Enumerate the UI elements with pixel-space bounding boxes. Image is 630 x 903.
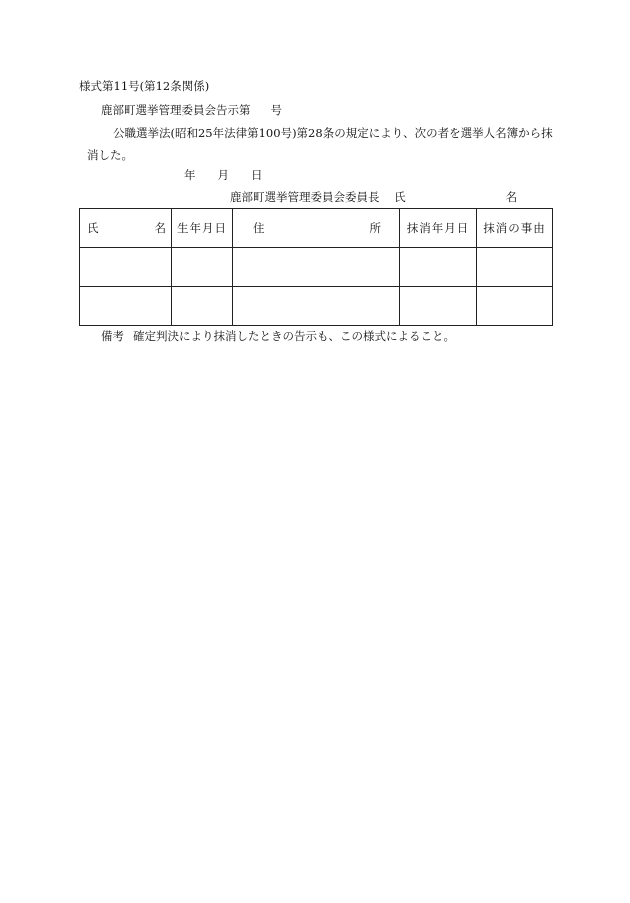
- body-text-line-1: 公職選挙法(昭和25年法律第100号)第28条の規定により、次の者を選挙人名簿から抹: [113, 126, 553, 140]
- cell-reason: [477, 248, 553, 287]
- body-text-line-2: 消した。: [87, 148, 133, 162]
- table-row: [80, 248, 553, 287]
- cell-name: [80, 287, 172, 326]
- date-year: 年: [184, 168, 196, 182]
- cell-birth-date: [172, 287, 233, 326]
- header-birth-date: 生年月日: [172, 209, 233, 248]
- header-name-right: 名: [154, 221, 166, 235]
- notice-suffix: 号: [270, 103, 282, 117]
- header-address-left: 住: [253, 221, 265, 235]
- date-line: [184, 168, 263, 182]
- cell-deletion-date: [400, 287, 477, 326]
- signer-title: 鹿部町選挙管理委員会委員長: [230, 190, 380, 204]
- date-month: 月: [217, 168, 229, 182]
- cell-birth-date: [172, 248, 233, 287]
- cell-reason: [477, 287, 553, 326]
- signer-line: [230, 190, 517, 204]
- deletion-register-table: [79, 208, 553, 326]
- table-header-row: [80, 209, 553, 248]
- cell-address: [233, 287, 400, 326]
- signer-name-right: 名: [505, 190, 518, 204]
- date-day: 日: [251, 168, 263, 182]
- remark-line: [101, 329, 455, 343]
- cell-address: [233, 248, 400, 287]
- header-address-right: 所: [369, 221, 381, 235]
- table-row: [80, 287, 553, 326]
- cell-name: [80, 248, 172, 287]
- remark-text: 確定判決により抹消したときの告示も、この様式によること。: [133, 329, 455, 343]
- signer-name-left: 氏: [394, 190, 406, 204]
- notice-number-line: [101, 103, 282, 117]
- form-number: 様式第11号(第12条関係): [79, 79, 210, 93]
- header-name: [80, 209, 172, 248]
- notice-prefix: 鹿部町選挙管理委員会告示第: [101, 103, 251, 117]
- remark-label: 備考: [101, 329, 124, 343]
- cell-deletion-date: [400, 248, 477, 287]
- header-name-left: 氏: [87, 221, 99, 235]
- header-reason: 抹消の事由: [477, 209, 553, 248]
- header-address: [233, 209, 400, 248]
- header-deletion-date: 抹消年月日: [400, 209, 477, 248]
